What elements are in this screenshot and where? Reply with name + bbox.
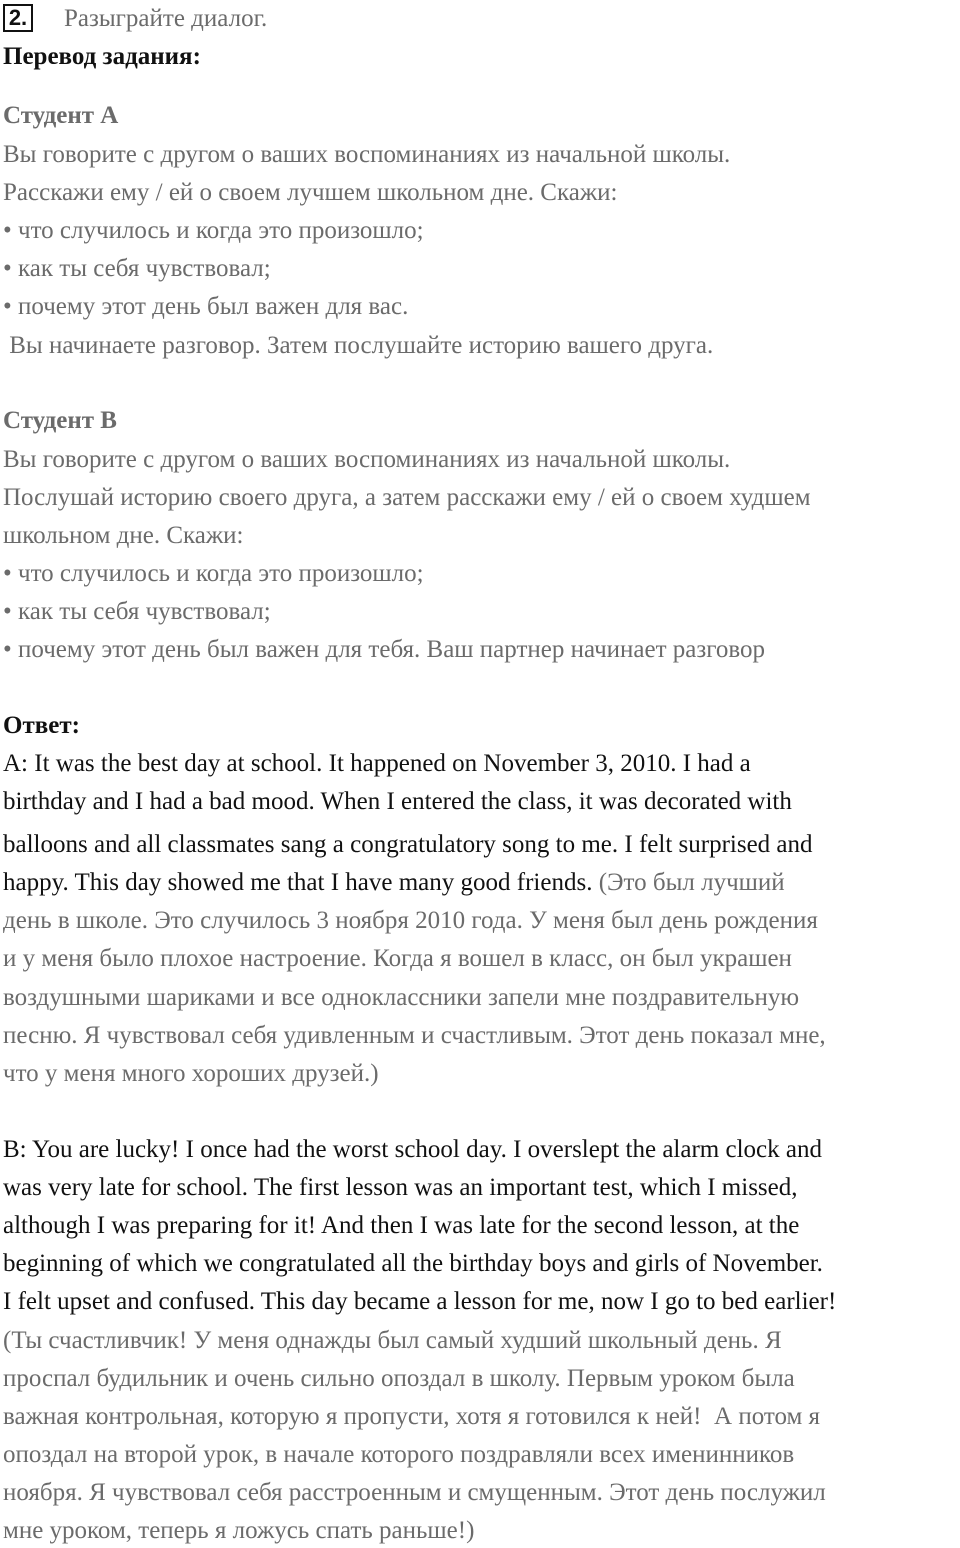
student-a-line: Вы начинаете разговор. Затем послушайте историю вашего друга. [3,332,714,359]
student-a-bullet: • как ты себя чувствовал; [3,255,271,282]
answer-b-russian-line: ноября. Я чувствовал себя расстроенным и смущенным. Этот день послужил [3,1479,826,1506]
student-b-bullet: • как ты себя чувствовал; [3,598,271,625]
answer-a-english-line: A: It was the best day at school. It happened on November 3, 2010. I had a [3,750,751,777]
answer-b-russian-line: опоздал на второй урок, в начале которого поздравляли всех именинников [3,1441,795,1468]
answer-a-russian-line: песню. Я чувствовал себя удивленным и счастливым. Этот день показал мне, [3,1022,826,1049]
student-a-bullet: • что случилось и когда это произошло; [3,217,424,244]
answer-b-english-line: beginning of which we congratulated all the birthday boys and girls of November. [3,1250,823,1277]
student-b-bullet: • почему этот день был важен для тебя. Ваш партнер начинает разговор [3,636,766,663]
answer-a-english-line: birthday and I had a bad mood. When I entered the class, it was decorated with [3,788,792,815]
answer-heading: Ответ: [3,712,80,739]
student-b-line: Вы говорите с другом о ваших воспоминаниях из начальной школы. [3,446,731,473]
answer-a-russian-line: воздушными шариками и все одноклассники запели мне поздравительную [3,984,800,1011]
answer-a-mixed-line [3,868,785,898]
answer-a-russian-line: и у меня было плохое настроение. Когда я вошел в класс, он был украшен [3,945,792,972]
student-a-heading: Студент А [3,102,119,129]
answer-b-russian-line: проспал будильник и очень сильно опоздал в школу. Первым уроком была [3,1365,795,1392]
answer-b-russian-line: важная контрольная, которую я пропусти, хотя я готовился к ней! А потом я [3,1403,821,1430]
answer-b-english-line: was very late for school. The first lesson was an important test, which I missed, [3,1174,798,1201]
answer-a-english-end: happy. This day showed me that I have many good friends. [3,869,599,896]
task-title: Разыграйте диалог. [64,5,268,32]
answer-a-russian-start: (Это был лучший [598,869,785,896]
student-b-heading: Студент В [3,407,117,434]
answer-b-russian-line: мне уроком, теперь я ложусь спать раньше!) [3,1517,475,1544]
answer-a-russian-line: день в школе. Это случилось 3 ноября 2010 года. У меня был день рождения [3,907,818,934]
task-number-box: 2. [3,4,33,32]
student-a-line: Вы говорите с другом о ваших воспоминаниях из начальной школы. [3,141,731,168]
student-b-line: Послушай историю своего друга, а затем расскажи ему / ей о своем худшем [3,484,811,511]
student-b-line: школьном дне. Скажи: [3,522,244,549]
answer-b-english-line: I felt upset and confused. This day became a lesson for me, now I go to bed earlier! [3,1288,837,1315]
translation-heading: Перевод задания: [3,43,201,70]
student-a-line: Расскажи ему / ей о своем лучшем школьном дне. Скажи: [3,179,618,206]
answer-a-english-line: balloons and all classmates sang a congratulatory song to me. I felt surprised and [3,831,813,858]
student-a-bullet: • почему этот день был важен для вас. [3,293,409,320]
student-b-bullet: • что случилось и когда это произошло; [3,560,424,587]
answer-a-russian-line: что у меня много хороших друзей.) [3,1060,379,1087]
answer-b-english-line: B: You are lucky! I once had the worst school day. I overslept the alarm clock and [3,1136,822,1163]
answer-b-english-line: although I was preparing for it! And then I was late for the second lesson, at the [3,1212,800,1239]
answer-b-russian-line: (Ты счастливчик! У меня однажды был самый худший школьный день. Я [3,1327,782,1354]
